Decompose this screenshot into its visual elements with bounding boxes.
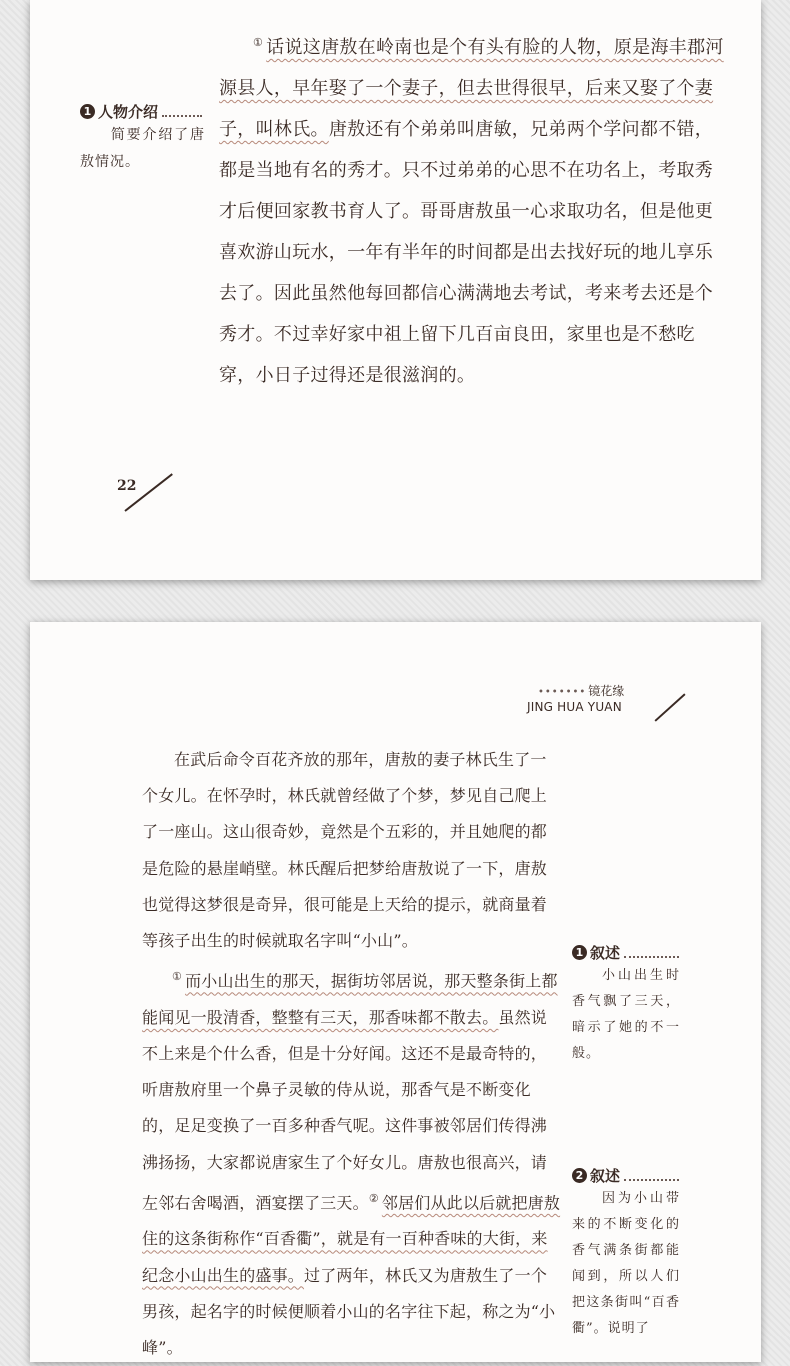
dotted-leader bbox=[162, 115, 202, 117]
paragraph-1: 在武后命令百花齐放的那年，唐敖的妻子林氏生了一个女儿。在怀孕时，林氏就曾经做了个梦，梦见自己爬上了一座山。这山很奇妙，竟然是个五彩的，并且她爬的都是危险的悬崖峭壁。林氏醒后把梦给唐敖说了一下，唐敖也觉得这梦很是奇异，很可能是上天给的提示，就商量着等孩子出生的时候就取名字叫“小山”。 bbox=[142, 750, 548, 951]
annotation-number: 1 bbox=[572, 945, 587, 960]
footnote-marker-1: ① bbox=[172, 970, 183, 984]
annotation-text: 因为小山带来的不断变化的香气满条街都能闻到，所以人们把这条街叫“百香衢”。说明了 bbox=[572, 1191, 680, 1336]
annotation-1 bbox=[80, 101, 210, 176]
underlined-passage: 话说这唐敖在岭南也是个有头有脸的人物，原是海丰郡河源县人，早年娶了一个妻子，但去世得很早，后来又娶了个妻子，叫林氏。 bbox=[219, 37, 724, 140]
running-header-pinyin: JING HUA YUAN bbox=[527, 700, 622, 714]
paragraph-text: 唐敖还有个弟弟叫唐敏，兄弟两个学问都不错，都是当地有名的秀才。只不过弟弟的心思不在功名上，考取秀才后便回家教书育人了。哥哥唐敖虽一心求取功名，但是他更喜欢游山玩水，一年有半年的时间都是出去找好玩的地儿享乐去了。因此虽然他每回都信心满满地去考试，考来考去还是个秀才。不过幸好家中祖上留下几百亩良田，家里也是不愁吃穿，小日子过得还是很滋润的。 bbox=[219, 119, 714, 386]
book-page-22 bbox=[30, 0, 761, 580]
underlined-passage-2: 邻居们从此以后就把唐敖住的这条街称作“百香衢”，就是有一百种香味的大街，来纪念小山出生的盛事。 bbox=[142, 1193, 561, 1285]
running-header-title: ••••••• 镜花缘 bbox=[538, 684, 625, 698]
main-paragraph bbox=[219, 22, 724, 396]
annotation-title: 叙述 bbox=[590, 1167, 621, 1185]
dotted-leader bbox=[624, 956, 679, 958]
annotation-title: 人物介绍 bbox=[98, 103, 159, 121]
annotation-text: 简要介绍了唐敖情况。 bbox=[80, 127, 205, 170]
header-dots: ••••••• bbox=[538, 687, 587, 698]
footnote-marker-1: ① bbox=[253, 36, 264, 49]
underlined-passage-1: 而小山出生的那天，据街坊邻居说，那天整条街上都能闻见一股清香，整整有三天，那香味都不散去。 bbox=[142, 971, 558, 1027]
annotation-heading bbox=[572, 942, 684, 963]
dotted-leader bbox=[624, 1179, 679, 1181]
annotation-heading bbox=[80, 101, 210, 122]
annotation-2 bbox=[572, 1165, 684, 1342]
annotation-text: 小山出生时香气飘了三天，暗示了她的不一般。 bbox=[572, 968, 680, 1061]
annotation-heading bbox=[572, 1165, 684, 1186]
annotation-title: 叙述 bbox=[590, 944, 621, 962]
annotation-1 bbox=[572, 942, 684, 1067]
paragraph-2: ① 而小山出生的那天，据街坊邻居说，那天整条街上都能闻见一股清香，整整有三天，那香味都不散去。虽然说不上来是个什么香，但是十分好闻。这还不是最奇特的，听唐敖府里一个鼻子灵敏的侍从说，那香气是不断变化的，足足变换了一百多种香气呢。这件事被邻居们传得沸沸扬扬，大家都说唐家生了个好女儿。唐敖也很高兴，请左邻右舍喝酒，酒宴摆了三天。② 邻居们从此以后就把唐敖住的这条街称作“百香衢”，就是有一百种香味的大街，来纪念小山出生的盛事。过了两年，林氏又为唐敖生了一个男孩，起名字的时候便顺着小山的名字往下起，称之为“小峰”。 bbox=[142, 970, 561, 1357]
main-text bbox=[142, 742, 562, 1366]
annotation-number: 2 bbox=[572, 1168, 587, 1183]
page-number: 22 bbox=[117, 478, 137, 494]
footnote-marker-2: ② bbox=[368, 1191, 379, 1205]
annotation-number: 1 bbox=[80, 104, 95, 119]
